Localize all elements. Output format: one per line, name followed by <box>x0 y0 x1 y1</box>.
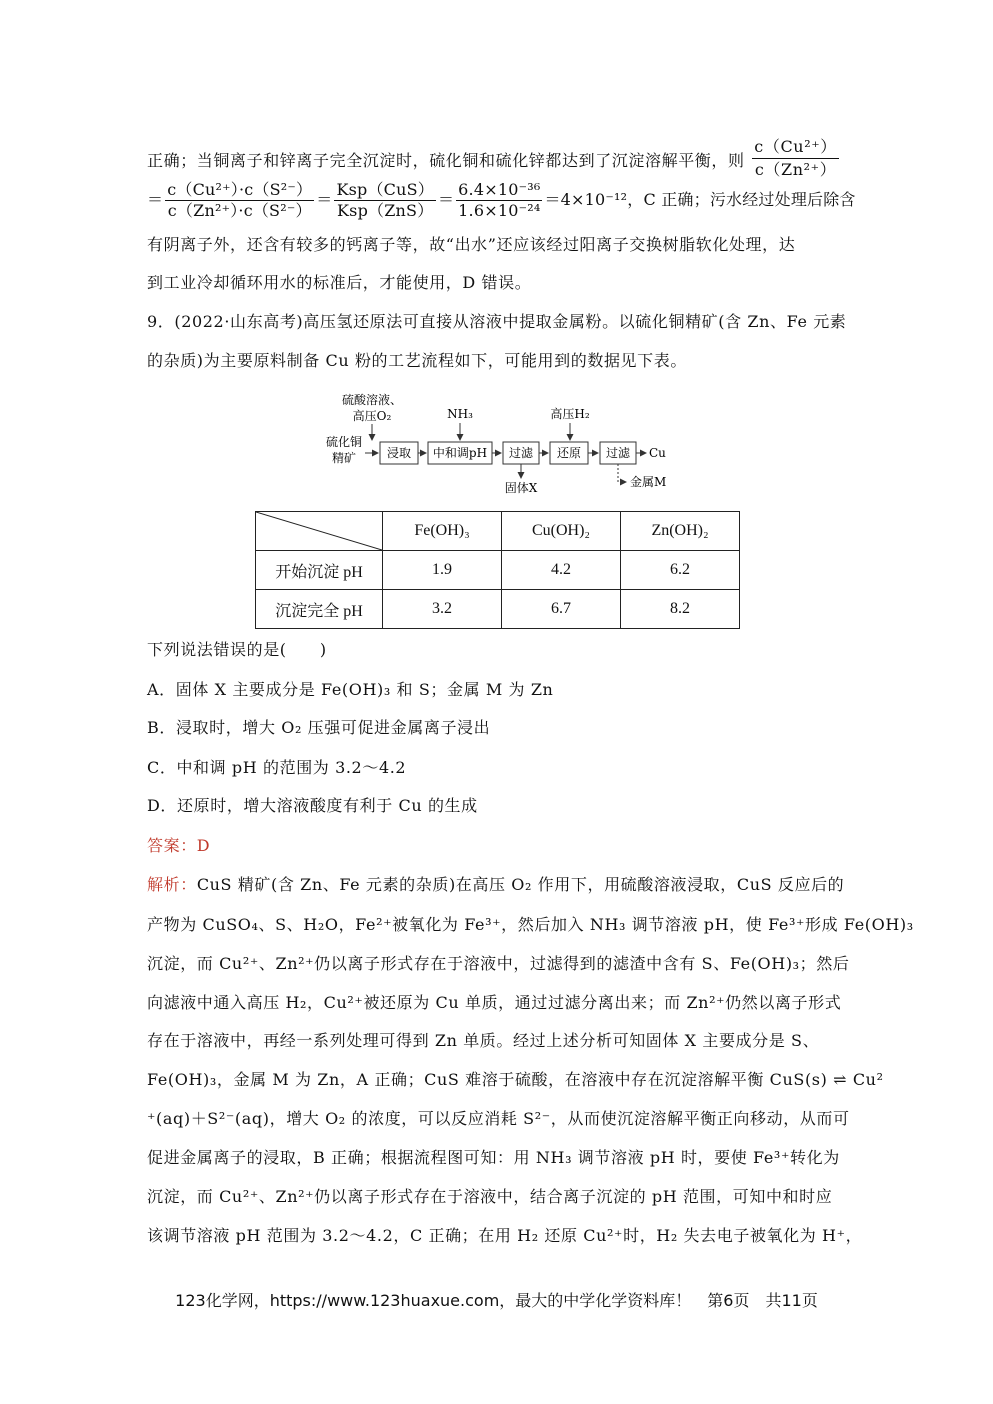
text-line <box>147 137 841 183</box>
dashed-arrow <box>618 464 626 482</box>
option-c: C．中和调 pH 的范围为 3.2～4.2 <box>147 758 407 777</box>
text: CuS 精矿(含 Zn、Fe 元素的杂质)在高压 O₂ 作用下，用硫酸溶液浸取，CuS 反应后的 <box>196 875 845 894</box>
table-cell: 6.7 <box>502 590 621 629</box>
analysis-line: 存在于溶液中，再经一系列处理可得到 Zn 单质。经过上述分析可知固体 X 主要成分是 S、 <box>147 1031 820 1050</box>
table-header-row <box>256 512 740 551</box>
text: ＝4×10⁻¹²，C 正确；污水经过处理后除含 <box>544 190 856 209</box>
diagonal-line <box>256 512 382 550</box>
table-cell: 4.2 <box>502 551 621 590</box>
question-stem-line: 的杂质)为主要原料制备 Cu 粉的工艺流程如下，可能用到的数据见下表。 <box>147 351 687 370</box>
table-cell: 1.9 <box>383 551 502 590</box>
fraction-numerator: Ksp（CuS） <box>336 180 434 199</box>
analysis-line: 促进金属离子的浸取，B 正确；根据流程图可知：用 NH₃ 调节溶液 pH 时，要使 Fe³⁺转化为 <box>147 1148 840 1167</box>
text: 正确；当铜离子和锌离子完全沉淀时，硫化铜和硫化锌都达到了沉淀溶解平衡，则 <box>147 151 745 170</box>
process-label: 过滤 <box>508 446 534 460</box>
reagent-label: 硫酸溶液、 <box>341 393 403 407</box>
fraction-numerator: 6.4×10⁻³⁶ <box>458 180 541 199</box>
table-header-cell: Zn(OH)₂ <box>621 512 740 551</box>
answer-label: 答案：D <box>147 836 211 855</box>
product-label: 金属M <box>630 475 667 489</box>
process-label: 还原 <box>556 446 582 460</box>
option-d: D．还原时，增大溶液酸度有利于 Cu 的生成 <box>147 796 478 815</box>
table-cell: 6.2 <box>621 551 740 590</box>
table-cell: 3.2 <box>383 590 502 629</box>
fraction-numerator: c（Cu²⁺）·c（S²⁻） <box>167 180 313 199</box>
fraction-denominator: 1.6×10⁻²⁴ <box>458 201 541 220</box>
analysis-line: ⁺(aq)＋S²⁻(aq)，增大 O₂ 的浓度，可以反应消耗 S²⁻，从而使沉淀溶解平衡正向移动，从而可 <box>147 1109 850 1128</box>
option-a: A．固体 X 主要成分是 Fe(OH)₃ 和 S；金属 M 为 Zn <box>147 680 554 699</box>
process-flow-diagram <box>320 390 680 500</box>
analysis-line: 该调节溶液 pH 范围为 3.2～4.2，C 正确；在用 H₂ 还原 Cu²⁺时，H₂ 失去电子被氧化为 H⁺， <box>147 1226 863 1245</box>
table-header-cell: Fe(OH)₃ <box>383 512 502 551</box>
analysis-line <box>147 875 844 895</box>
table-row <box>256 551 740 590</box>
table-header-cell: Cu(OH)₂ <box>502 512 621 551</box>
analysis-line: 产物为 CuSO₄、S、H₂O，Fe²⁺被氧化为 Fe³⁺，然后加入 NH₃ 调节溶液 pH，使 Fe³⁺形成 Fe(OH)₃ <box>147 915 914 934</box>
option-b: B．浸取时，增大 O₂ 压强可促进金属离子浸出 <box>147 718 491 737</box>
equals-sign: ＝ <box>316 190 333 209</box>
equals-sign: ＝ <box>437 190 455 209</box>
row-label-cell: 开始沉淀 pH <box>256 551 383 590</box>
analysis-line: Fe(OH)₃，金属 M 为 Zn，A 正确；CuS 难溶于硫酸，在溶液中存在沉淀溶解平衡 CuS(s) ⇌ Cu² <box>147 1070 884 1089</box>
fraction-denominator: c（Zn²⁺） <box>754 160 837 179</box>
fraction-denominator: c（Zn²⁺）·c（S²⁻） <box>167 201 312 220</box>
fraction-numerator: c（Cu²⁺） <box>752 137 839 159</box>
analysis-label: 解析： <box>147 875 197 894</box>
diagonal-corner-cell <box>256 512 383 551</box>
process-label: 过滤 <box>605 446 631 460</box>
text-line: 到工业冷却循环用水的标准后，才能使用，D 错误。 <box>147 273 532 292</box>
table-row <box>256 590 740 629</box>
byproduct-label: 固体X <box>504 481 538 495</box>
analysis-line: 沉淀，而 Cu²⁺、Zn²⁺仍以离子形式存在于溶液中，过滤得到的滤渣中含有 S、Fe(OH)₃；然后 <box>147 954 850 973</box>
reagent-label: 高压H₂ <box>550 407 590 421</box>
analysis-line: 沉淀，而 Cu²⁺、Zn²⁺仍以离子形式存在于溶液中，结合离子沉淀的 pH 范围，可知中和时应 <box>147 1187 833 1206</box>
fraction <box>456 181 542 220</box>
fraction <box>334 181 436 220</box>
equals-sign: ＝ <box>147 190 164 209</box>
product-label: Cu <box>649 446 666 460</box>
question-prompt: 下列说法错误的是( ) <box>147 640 327 659</box>
analysis-line: 向滤液中通入高压 H₂，Cu²⁺被还原为 Cu 单质，通过过滤分离出来；而 Zn²⁺仍然以离子形式 <box>147 993 842 1012</box>
process-label: 浸取 <box>386 446 412 460</box>
start-material-label: 精矿 <box>332 451 357 465</box>
start-material-label: 硫化铜 <box>326 435 363 449</box>
fraction <box>165 181 314 220</box>
reagent-label: 高压O₂ <box>352 409 392 423</box>
answer-line <box>147 836 210 856</box>
fraction <box>752 137 839 180</box>
row-label-cell: 沉淀完全 pH <box>256 590 383 629</box>
precipitation-ph-table <box>255 511 740 629</box>
equation-line <box>147 180 856 220</box>
text-line: 有阴离子外，还含有较多的钙离子等，故“出水”还应该经过阳离子交换树脂软化处理，达 <box>147 235 796 254</box>
page-footer: 123化学网，https://www.123huaxue.com，最大的中学化学资料库！ 第6页 共11页 <box>175 1291 818 1310</box>
fraction-denominator: Ksp（ZnS） <box>337 201 434 220</box>
reagent-label: NH₃ <box>447 407 473 421</box>
table-cell: 8.2 <box>621 590 740 629</box>
question-stem-line: 9．(2022·山东高考)高压氢还原法可直接从溶液中提取金属粉。以硫化铜精矿(含 Zn、Fe 元素 <box>147 312 847 331</box>
process-label: 中和调pH <box>432 446 488 460</box>
